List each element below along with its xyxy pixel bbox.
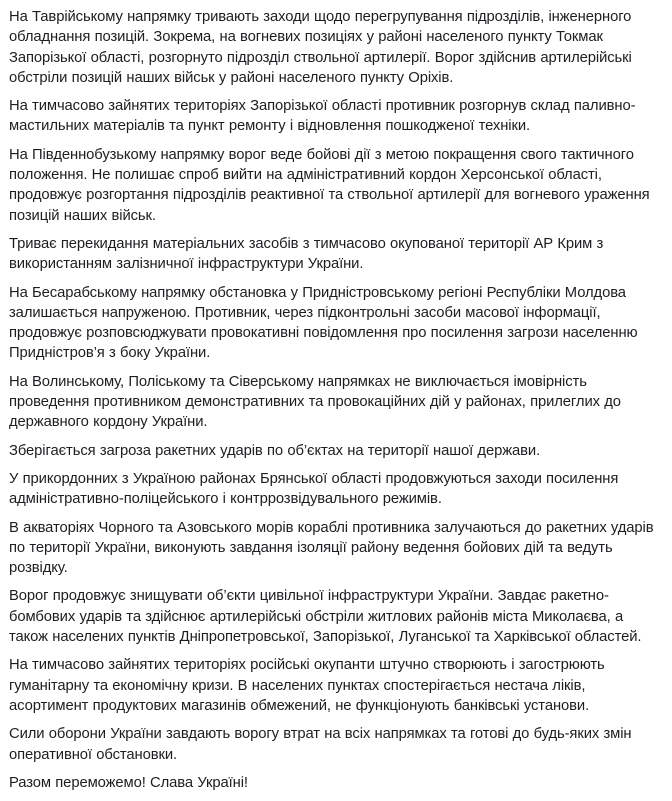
report-paragraph: Сили оборони України завдають ворогу втрат на всіх напрямках та готові до будь-яких змін оперативної обстановки. (9, 726, 632, 763)
report-paragraph: Ворог продовжує знищувати об’єкти цивільної інфраструктури України. Завдає ракетно-бомбових ударів та здійснює артилерійські обстріли житлових районів міста Миколаєва, а також населених пунктів Дніпропетровської, Запорізької, Луганської та Харківської областей. (9, 588, 642, 646)
report-paragraph: На Волинському, Поліському та Сіверському напрямках не виключається імовірність проведення противником демонстративних та провокаційних дій у районах, прилеглих до державного кордону України. (9, 373, 621, 431)
report-paragraph: Зберігається загроза ракетних ударів по об’єктах на території нашої держави. (9, 442, 541, 459)
report-paragraph: На Південнобузькому напрямку ворог веде бойові дії з метою покращення свого тактичного положення. Не полишає спроб вийти на адміністративний кордон Херсонської області, продовжує розгортання підрозділів реактивної та ствольної артилерії для вогневого ураження позицій наших військ. (9, 146, 650, 224)
report-paragraph: На Таврійському напрямку тривають заходи щодо перегрупування підрозділів, інженерного обладнання позицій. Зокрема, на вогневих позиціях у районі населеного пункту Токмак Запорізької області, розгорнуто підрозділ ствольної артилерії. Ворог здійснив артилерійські обстріли позицій наших військ у районі населеного пункту Оріхів. (9, 9, 632, 86)
report-paragraph: На тимчасово зайнятих територіях російські окупанти штучно створюють і загострюють гуманітарну та економічну кризи. В населених пунктах спостерігається нестача ліків, асортимент продуктових магазинів обмежений, не функціонують банківські установи. (9, 657, 605, 714)
report-paragraph: В акваторіях Чорного та Азовського морів кораблі противника залучаються до ракетних ударів по території України, виконують завдання ізоляції району ведення бойових дій та ведуть розвідку. (9, 519, 654, 577)
report-paragraph-list (9, 7, 662, 793)
report-paragraph: Триває перекидання матеріальних засобів з тимчасово окупованої території АР Крим з використанням залізничної інфраструктури України. (9, 235, 604, 273)
report-paragraph: У прикордонних з Україною районах Брянської області продовжуються заходи посилення адміністративно-поліцейського і контррозвідувального режимів. (9, 470, 619, 508)
report-paragraph: На Бесарабському напрямку обстановка у Придністровському регіоні Республіки Молдова залишається напруженою. Противник, через підконтрольні засоби масової інформації, продовжує розповсюджувати провокативні повідомлення про посилення загрози населенню Придністров’я з боку України. (9, 284, 638, 362)
report-paragraph: Разом переможемо! Слава Україні! (9, 774, 248, 791)
report-paragraph: На тимчасово зайнятих територіях Запорізької області противник розгорнув склад паливно-мастильних матеріалів та пункт ремонту і відновлення пошкодженої техніки. (9, 98, 636, 135)
